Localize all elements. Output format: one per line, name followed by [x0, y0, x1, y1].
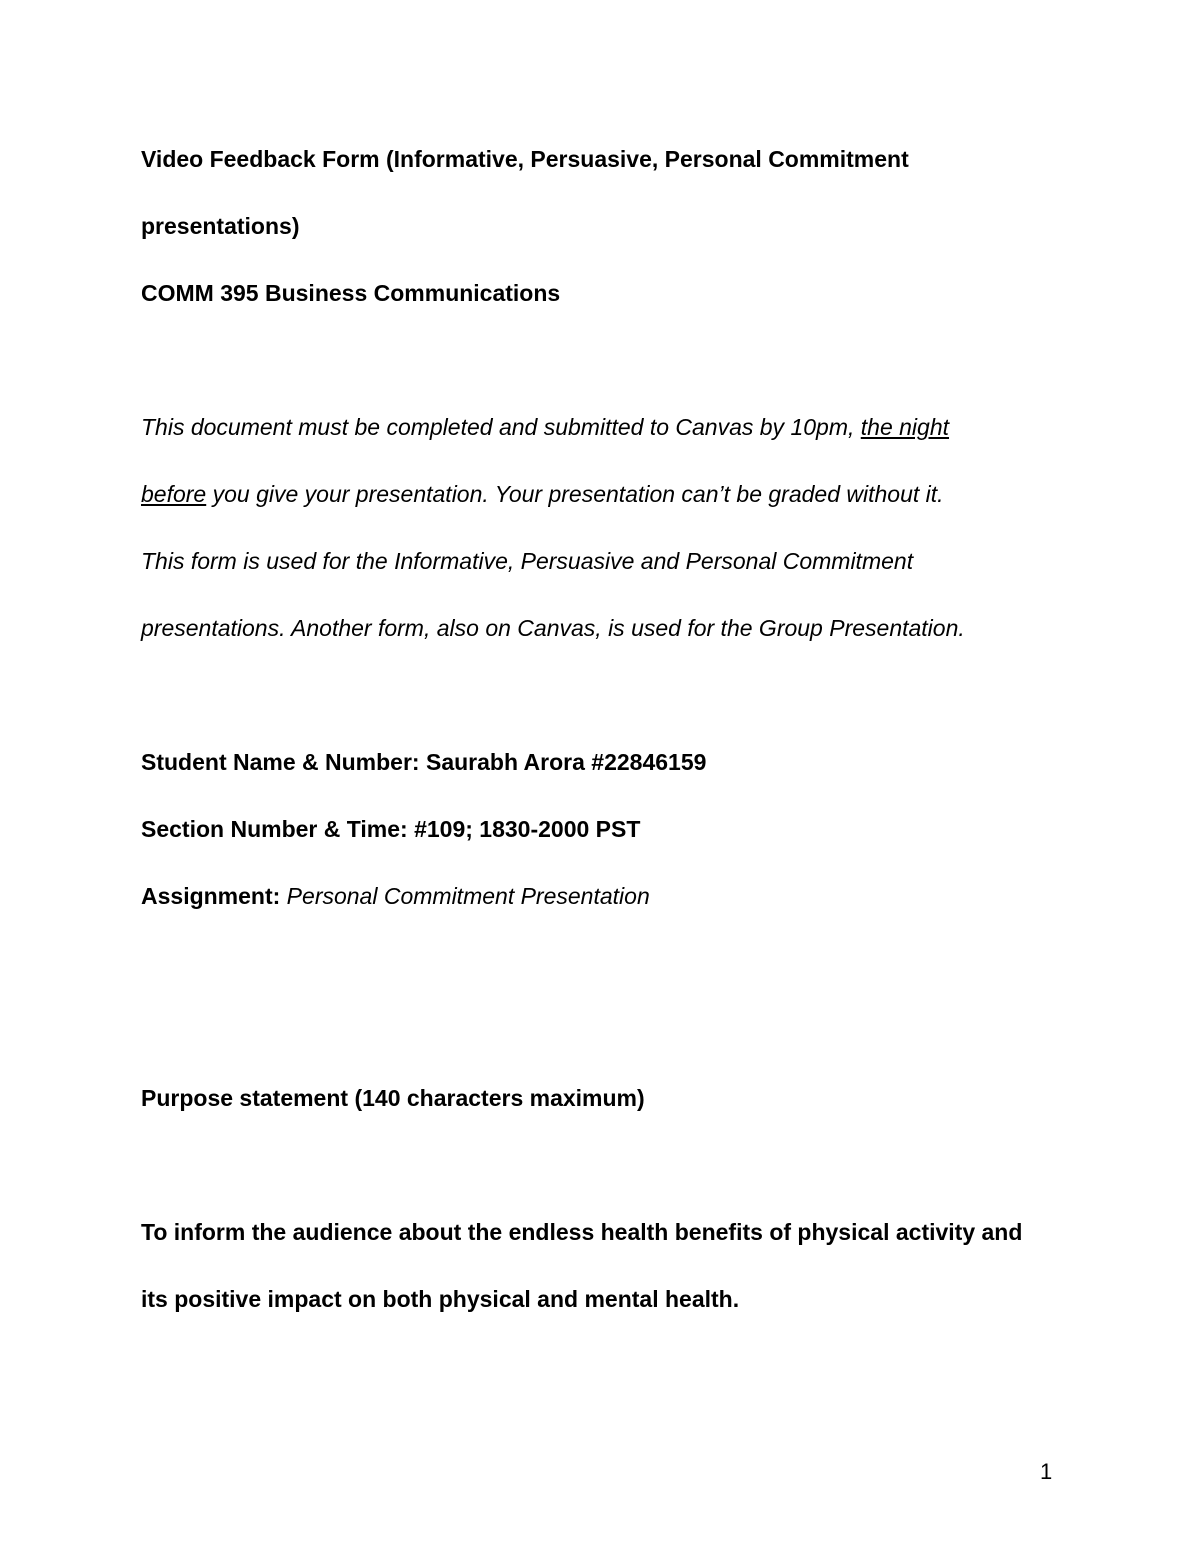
instructions-line-1 — [141, 412, 949, 442]
instructions-line-3: This form is used for the Informative, Persuasive and Personal Commitment — [141, 548, 914, 574]
form-title-line-2: presentations) — [141, 213, 300, 239]
student-name-number: Student Name & Number: Saurabh Arora #22846159 — [141, 749, 707, 775]
section-number-time: Section Number & Time: #109; 1830-2000 PST — [141, 816, 641, 842]
instructions-underlined-before: before — [141, 481, 207, 507]
assignment-line — [141, 881, 650, 911]
purpose-heading: Purpose statement (140 characters maximum) — [141, 1085, 645, 1111]
instructions-line-1-text: This document must be completed and submitted to Canvas by 10pm, — [141, 414, 861, 440]
instructions-line-2-text: you give your presentation. Your presentation can’t be graded without it. — [206, 481, 944, 507]
course-name: COMM 395 Business Communications — [141, 280, 561, 306]
assignment-label: Assignment: — [141, 883, 281, 909]
assignment-value: Personal Commitment Presentation — [280, 883, 650, 909]
purpose-statement-line-1: To inform the audience about the endless health benefits of physical activity and — [141, 1219, 1023, 1245]
form-title-line-1: Video Feedback Form (Informative, Persuasive, Personal Commitment — [141, 146, 909, 172]
instructions-underlined-night: the night — [860, 414, 950, 440]
instructions-line-4: presentations. Another form, also on Canvas, is used for the Group Presentation. — [141, 615, 965, 641]
purpose-statement-line-2: its positive impact on both physical and mental health. — [141, 1286, 740, 1312]
instructions-line-2 — [141, 479, 944, 509]
page-number: 1 — [1040, 1459, 1053, 1484]
